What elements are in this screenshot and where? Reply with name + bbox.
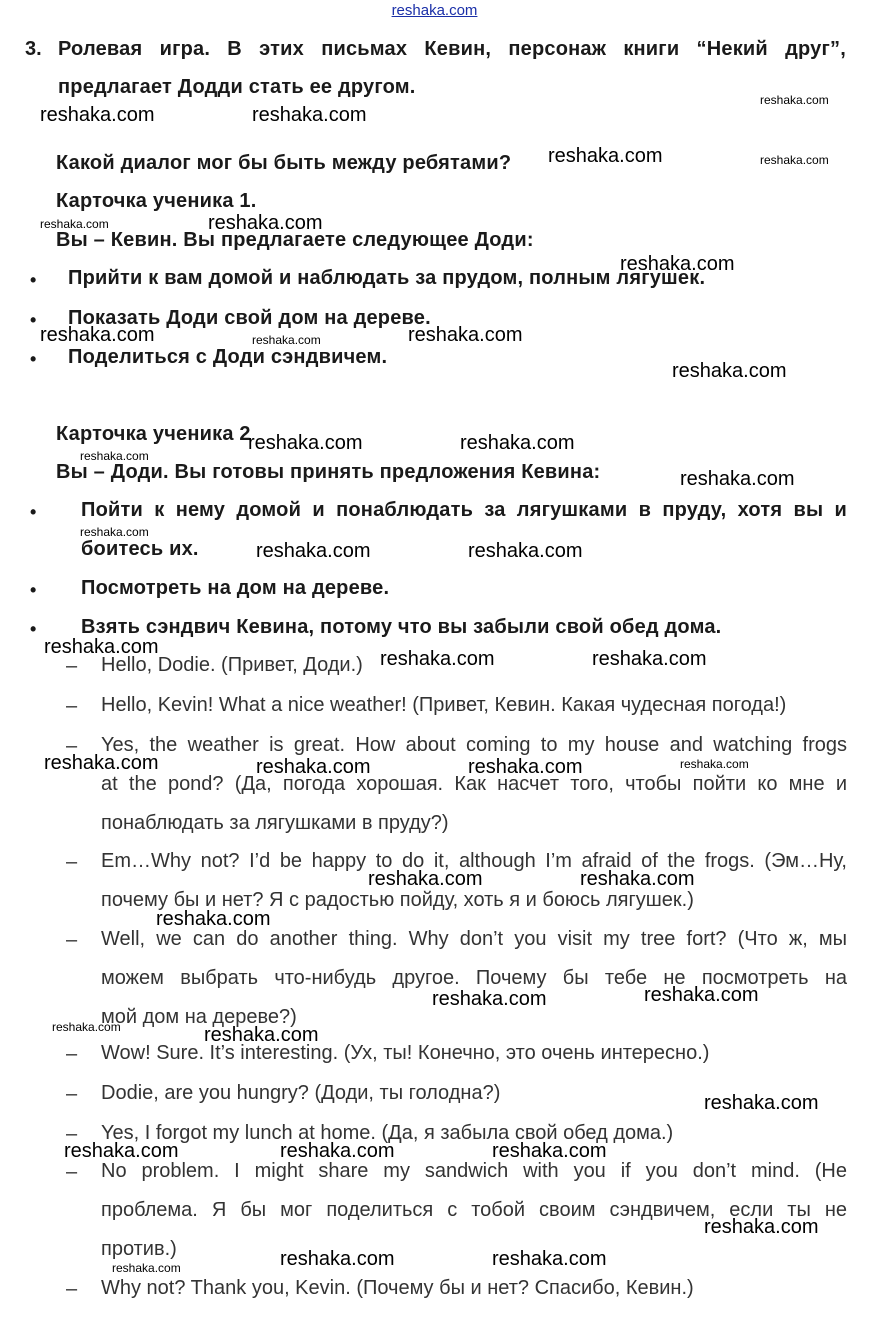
watermark: reshaka.com <box>252 104 367 126</box>
card2-item: Пойти к нему домой и понаблюдать за лягушками в пруду, хотя вы и <box>81 499 847 521</box>
dash-icon: – <box>66 735 78 757</box>
watermark: reshaka.com <box>248 432 363 454</box>
watermark: reshaka.com <box>256 540 371 562</box>
dialogue-text: Em…Why not? I’d be happy to do it, although I’m afraid of the frogs. (Эм…Ну, <box>101 850 847 872</box>
dialogue-text: Hello, Dodie. (Привет, Доди.) <box>101 654 363 676</box>
watermark-small: reshaka.com <box>52 1020 121 1034</box>
dash-icon: – <box>66 1278 78 1300</box>
watermark: reshaka.com <box>620 253 735 275</box>
watermark: reshaka.com <box>580 868 695 890</box>
intro-question: Какой диалог мог бы быть между ребятами? <box>56 152 512 174</box>
dash-icon: – <box>66 1043 78 1065</box>
watermark: reshaka.com <box>156 908 271 930</box>
watermark: reshaka.com <box>40 324 155 346</box>
watermark: reshaka.com <box>380 648 495 670</box>
dialogue-text: Why not? Thank you, Kevin. (Почему бы и нет? Спасибо, Кевин.) <box>101 1277 694 1299</box>
watermark: reshaka.com <box>44 752 159 774</box>
watermark: reshaka.com <box>592 648 707 670</box>
watermark-small: reshaka.com <box>80 449 149 463</box>
dash-icon: – <box>66 695 78 717</box>
watermark: reshaka.com <box>208 212 323 234</box>
dash-icon: – <box>66 1123 78 1145</box>
dialogue-text: Yes, I forgot my lunch at home. (Да, я забыла свой обед дома.) <box>101 1122 674 1144</box>
watermark-small: reshaka.com <box>760 153 829 167</box>
watermark: reshaka.com <box>644 984 759 1006</box>
watermark: reshaka.com <box>432 988 547 1010</box>
dialogue-line <box>101 686 847 725</box>
dialogue-text: Hello, Kevin! What a nice weather! (Привет, Кевин. Какая чудесная погода!) <box>101 694 787 716</box>
watermark: reshaka.com <box>408 324 523 346</box>
dialogue-text: Well, we can do another thing. Why don’t you visit my tree fort? (Что ж, мы <box>101 928 847 950</box>
dash-icon: – <box>66 851 78 873</box>
watermark: reshaka.com <box>704 1216 819 1238</box>
card2-role: Вы – Доди. Вы готовы принять предложения Кевина: <box>56 461 601 483</box>
dialogue-text: Dodie, are you hungry? (Доди, ты голодна?) <box>101 1082 501 1104</box>
dialogue-line <box>101 1114 847 1153</box>
dialogue-line <box>101 1152 847 1269</box>
dialogue-text: Yes, the weather is great. How about coming to my house and watching frogs <box>101 734 847 756</box>
card1-item: Прийти к вам домой и наблюдать за прудом, полным лягушек. <box>68 267 706 289</box>
bullet-icon: • <box>30 310 37 330</box>
dash-icon: – <box>66 655 78 677</box>
bullet-icon: • <box>30 270 37 290</box>
dialogue-text: проблема. Я бы мог поделиться с тобой своим сэндвичем, если ты не <box>101 1199 847 1221</box>
dialogue-text: можем выбрать что-нибудь другое. Почему бы тебе не посмотреть на <box>101 967 847 989</box>
bullet-icon: • <box>30 502 37 522</box>
watermark: reshaka.com <box>548 145 663 167</box>
watermark-small: reshaka.com <box>252 333 321 347</box>
watermark: reshaka.com <box>204 1024 319 1046</box>
dialogue-text: мой дом на дереве?) <box>101 1006 297 1028</box>
watermark: reshaka.com <box>44 636 159 658</box>
watermark: reshaka.com <box>368 868 483 890</box>
watermark: reshaka.com <box>280 1248 395 1270</box>
watermark-small: reshaka.com <box>112 1261 181 1275</box>
card2-item-cont: боитесь их. <box>81 538 199 560</box>
dialogue-text: Wow! Sure. It’s interesting. (Ух, ты! Конечно, это очень интересно.) <box>101 1042 710 1064</box>
watermark: reshaka.com <box>492 1140 607 1162</box>
watermark-small: reshaka.com <box>680 757 749 771</box>
card1-item: Поделиться с Доди сэндвичем. <box>68 346 388 368</box>
dialogue-text: понаблюдать за лягушками в пруду?) <box>101 812 449 834</box>
watermark: reshaka.com <box>704 1092 819 1114</box>
dialogue-text: против.) <box>101 1238 177 1260</box>
bullet-icon: • <box>30 349 37 369</box>
dialogue-text: No problem. I might share my sandwich with you if you don’t mind. (Не <box>101 1160 847 1182</box>
dialogue-line <box>101 920 847 1037</box>
site-link-top[interactable]: reshaka.com <box>391 2 478 19</box>
watermark: reshaka.com <box>468 540 583 562</box>
watermark: reshaka.com <box>468 756 583 778</box>
watermark: reshaka.com <box>256 756 371 778</box>
watermark: reshaka.com <box>64 1140 179 1162</box>
dialogue-text: at the pond? (Да, погода хорошая. Как насчет того, чтобы пойти ко мне и <box>101 773 847 795</box>
card1-role: Вы – Кевин. Вы предлагаете следующее Доди: <box>56 229 534 251</box>
watermark: reshaka.com <box>672 360 787 382</box>
card2-title: Карточка ученика 2 <box>56 423 251 445</box>
watermark: reshaka.com <box>460 432 575 454</box>
watermark-small: reshaka.com <box>40 217 109 231</box>
dialogue-line <box>101 726 847 843</box>
card2-item: Посмотреть на дом на дереве. <box>81 577 390 599</box>
watermark: reshaka.com <box>280 1140 395 1162</box>
watermark-small: reshaka.com <box>760 93 829 107</box>
intro-line-2: предлагает Додди стать ее другом. <box>58 76 416 98</box>
watermark: reshaka.com <box>680 468 795 490</box>
card2-item: Взять сэндвич Кевина, потому что вы забыли свой обед дома. <box>81 616 722 638</box>
watermark: reshaka.com <box>40 104 155 126</box>
dash-icon: – <box>66 929 78 951</box>
intro-line-1: Ролевая игра. В этих письмах Кевин, персонаж книги “Некий друг”, <box>58 38 846 60</box>
bullet-icon: • <box>30 619 37 639</box>
dialogue-line <box>101 1269 847 1308</box>
dash-icon: – <box>66 1083 78 1105</box>
task-number: 3. <box>25 38 42 60</box>
card1-title: Карточка ученика 1. <box>56 190 257 212</box>
dash-icon: – <box>66 1161 78 1183</box>
dialogue-text: почему бы и нет? Я с радостью пойду, хоть я и боюсь лягушек.) <box>101 889 694 911</box>
watermark-small: reshaka.com <box>80 525 149 539</box>
watermark: reshaka.com <box>492 1248 607 1270</box>
card1-item: Показать Доди свой дом на дереве. <box>68 307 431 329</box>
bullet-icon: • <box>30 580 37 600</box>
